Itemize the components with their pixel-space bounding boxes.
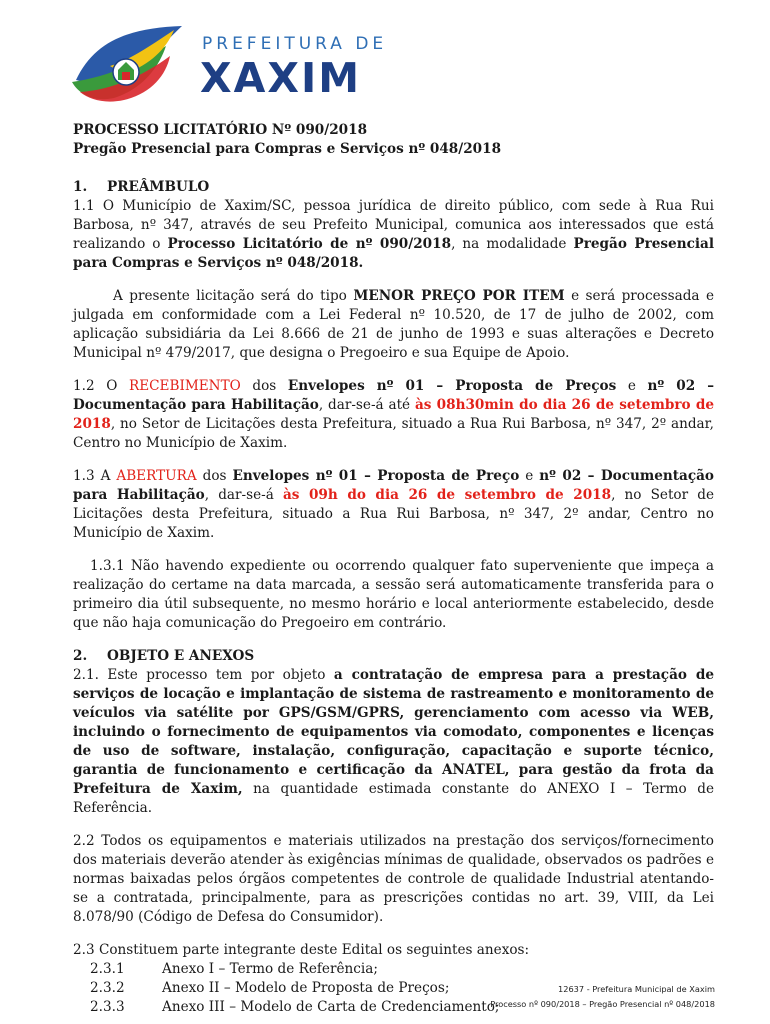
annex-item: 2.3.2 Anexo II – Modelo de Proposta de Preços; — [90, 980, 450, 996]
municipal-emblem-icon — [70, 20, 188, 102]
process-subtitle: Pregão Presencial para Compras e Serviços nº 048/2018 — [73, 141, 502, 157]
footer-line-1: 12637 - Prefeitura Municipal de Xaxim — [558, 984, 715, 994]
process-title: PROCESSO LICITATÓRIO Nº 090/2018 — [73, 122, 368, 138]
page-footer — [490, 982, 715, 1012]
document-body — [73, 121, 714, 1017]
annex-item: 2.3.1 Anexo I – Termo de Referência; — [90, 961, 378, 977]
paragraph-1-3: 1.3 A ABERTURA dos Envelopes nº 01 – Proposta de Preço e nº 02 – Documentação para Habilitação, dar-se-á às 09h do dia 26 de setembro de 2018, no Setor de Licitações desta Prefeitura, situado a Rua Rui Barbosa, nº 347, 2º andar, Centro no Município de Xaxim. — [73, 468, 715, 541]
paragraph-1-3-1: 1.3.1 Não havendo expediente ou ocorrendo qualquer fato superveniente que impeça a realização do certame na data marcada, a sessão será automaticamente transferida para o primeiro dia útil subsequente, no mesmo horário e local anteriormente estabelecido, desde que não haja comunicação do Pregoeiro em contrário. — [73, 558, 714, 631]
logo-text-xaxim: XAXIM — [200, 54, 362, 102]
section-1-heading: 1. PREÂMBULO — [73, 179, 210, 195]
paragraph-2-2: 2.2 Todos os equipamentos e materiais utilizados na prestação dos serviços/fornecimento dos materiais deverão atender às exigências mínimas de qualidade, observados os padrões e normas baixadas pelos órgãos competentes de controle de qualidade Industrial atentando-se a contratada, principalmente, para as prescrições contidas no art. 39, VIII, da Lei 8.078/90 (Código de Defesa do Consumidor). — [73, 833, 714, 925]
paragraph-2-3: 2.3 Constituem parte integrante deste Edital os seguintes anexos: — [73, 942, 530, 958]
prefeitura-logo — [70, 20, 388, 102]
paragraph-2-1: 2.1. Este processo tem por objeto a contratação de empresa para a prestação de serviços de locação e implantação de sistema de rastreamento e monitoramento de veículos via satélite por GPS/GSM/GPRS, gerenciamento com acesso via WEB, incluindo o fornecimento de equipamentos via comodato, componentes e licenças de uso de software, instalação, configuração, capacitação e suporte técnico, garantia de funcionamento e certificação da ANATEL, para gestão da frota da Prefeitura de Xaxim, na quantidade estimada constante do ANEXO I – Termo de Referência. — [73, 667, 714, 816]
paragraph-1-1: 1.1 O Município de Xaxim/SC, pessoa jurídica de direito público, com sede à Rua Rui Barbosa, nº 347, através de seu Prefeito Municipal, comunica aos interessados que está realizando o Processo Licitatório de nº 090/2018, na modalidade Pregão Presencial para Compras e Serviços nº 048/2018. — [73, 198, 714, 271]
paragraph-1-1-type: A presente licitação será do tipo MENOR PREÇO POR ITEM e será processada e julgada em conformidade com a Lei Federal nº 10.520, de 17 de julho de 2002, com aplicação subsidiária da Lei 8.666 de 21 de junho de 1993 e suas alterações e Decreto Municipal nº 479/2017, que designa o Pregoeiro e sua Equipe de Apoio. — [73, 288, 714, 361]
annex-item: 2.3.3 Anexo III – Modelo de Carta de Credenciamento; — [90, 999, 500, 1015]
paragraph-1-2: 1.2 O RECEBIMENTO dos Envelopes nº 01 – Proposta de Preços e nº 02 – Documentação para Habilitação, dar-se-á até às 08h30min do dia 26 de setembro de 2018, no Setor de Licitações desta Prefeitura, situado a Rua Rui Barbosa, nº 347, 2º andar, Centro no Município de Xaxim. — [73, 378, 714, 451]
section-2-heading: 2. OBJETO E ANEXOS — [73, 648, 255, 664]
footer-line-2: Processo nº 090/2018 – Pregão Presencial nº 048/2018 — [490, 999, 715, 1009]
logo-text-prefeitura: PREFEITURA DE — [202, 34, 388, 54]
